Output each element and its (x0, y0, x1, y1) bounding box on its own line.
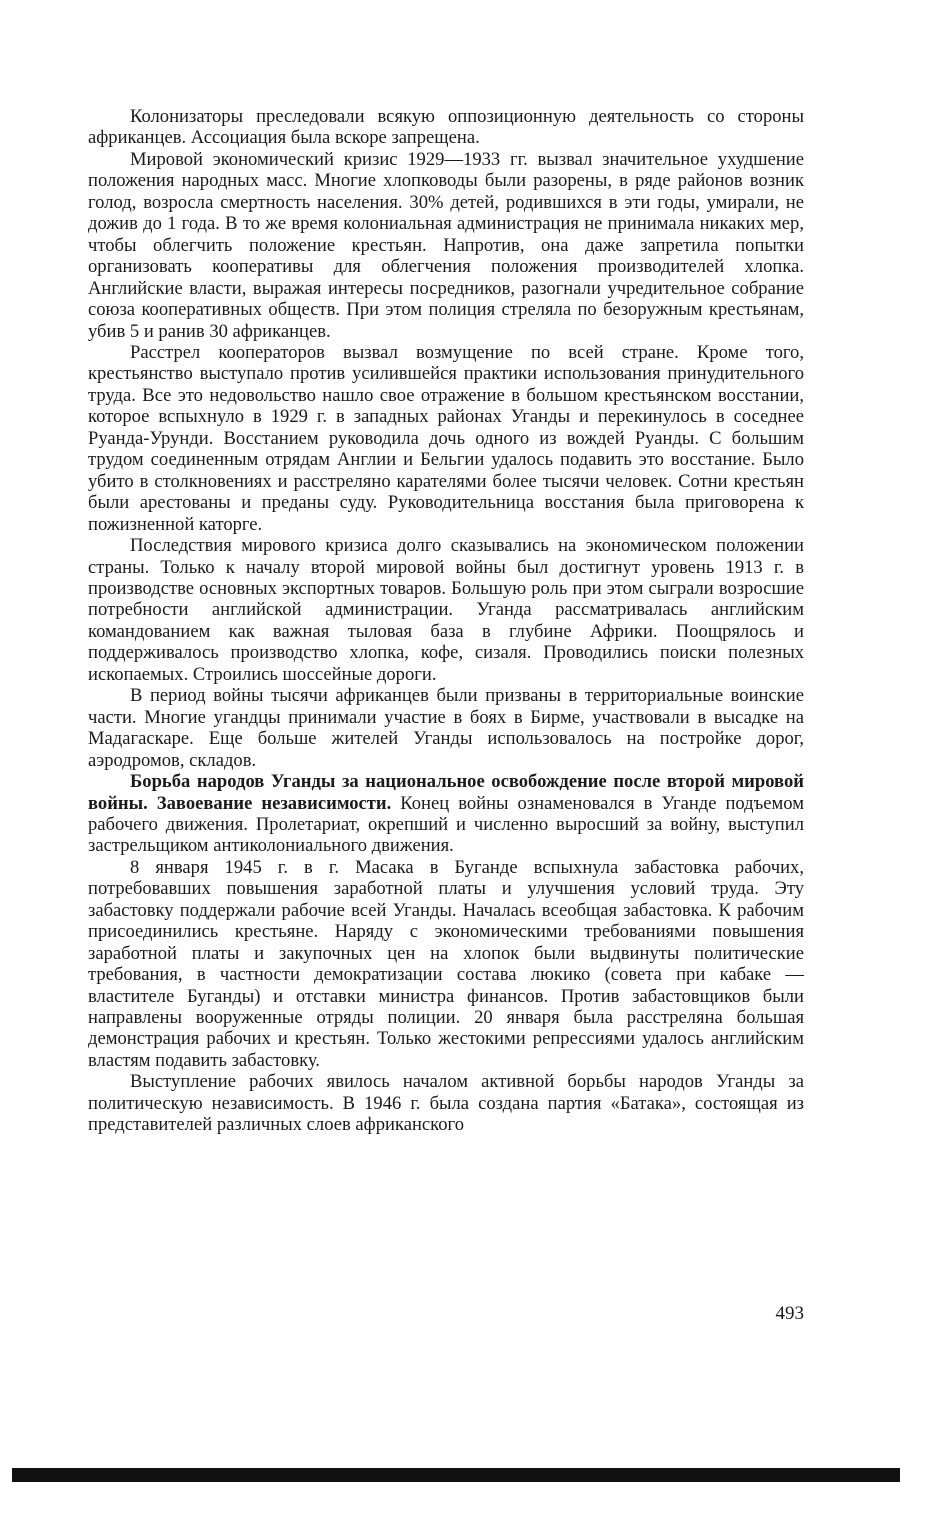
section-heading: Борьба народов Уганды за национальное освобождение после второй мировой войны. Завоевание независимости. (88, 771, 804, 814)
scan-edge-rule (12, 1468, 900, 1482)
paragraph: В период войны тысячи африканцев были призваны в территориальные воинские части. Многие угандцы принимали участие в боях в Бирме, участвовали в высадке на Мадагаскаре. Еще больше жителей Уганды использовалось на постройке дорог, аэродромов, складов. (88, 685, 804, 771)
paragraph: 8 января 1945 г. в г. Масака в Буганде вспыхнула забастовка рабочих, потребовавших повышения заработной платы и улучшения условий труда. Эту забастовку поддержали рабочие всей Уганды. Началась всеобщая забастовка. К рабочим присоединились крестьяне. Наряду с экономическими требованиями повышения заработной платы и закупочных цен на хлопок были выдвинуты политические требования, в частности демократизации состава люкико (совета при кабаке — властителе Буганды) и отставки министра финансов. Против забастовщиков были направлены вооруженные отряды полиции. 20 января была расстреляна большая демонстрация рабочих и крестьян. Только жестокими репрессиями удалось английским властям подавить забастовку. (88, 856, 804, 1071)
paragraph: Колонизаторы преследовали всякую оппозиционную деятельность со стороны африканцев. Ассоциация была вскоре запрещена. (88, 106, 804, 149)
paragraph: Расстрел кооператоров вызвал возмущение по всей стране. Кроме того, крестьянство выступало против усилившейся практики использования принудительного труда. Все это недовольство нашло свое отражение в большом крестьянском восстании, которое вспыхнуло в 1929 г. в западных районах Уганды и перекинулось в соседнее Руанда-Урунди. Восстанием руководила дочь одного из вождей Руанды. С большим трудом соединенным отрядам Англии и Бельгии удалось подавить это восстание. Было убито в столкновениях и расстреляно карателями более тысячи человек. Сотни крестьян были арестованы и преданы суду. Руководительница восстания была приговорена к пожизненной каторге. (88, 341, 804, 535)
paragraph: Мировой экономический кризис 1929—1933 гг. вызвал значительное ухудшение положения народных масс. Многие хлопководы были разорены, в ряде районов возник голод, возросла смертность населения. 30% детей, родившихся в эти годы, умирали, не дожив до 1 года. В то же время колониальная администрация не принимала никаких мер, чтобы облегчить положение крестьян. Напротив, она даже запретила попытки организовать кооперативы для облегчения положения производителей хлопка. Английские власти, выражая интересы посредников, разогнали учредительное собрание союза кооперативных обществ. При этом полиция стреляла по безоружным крестьянам, убив 5 и ранив 30 африканцев. (88, 148, 804, 342)
paragraph: Последствия мирового кризиса долго сказывались на экономическом положении страны. Только к началу второй мировой войны был достигнут уровень 1913 г. в производстве основных экспортных товаров. Большую роль при этом сыграли возросшие потребности английской администрации. Уганда рассматривалась английским командованием как важная тыловая база в глубине Африки. Поощрялось и поддерживалось производство хлопка, кофе, сизаля. Проводились поиски полезных ископаемых. Строились шоссейные дороги. (88, 535, 804, 685)
section-paragraph-text: Конец войны ознаменовался в Уганде подъемом рабочего движения. Пролетариат, окрепший и численно выросший за войну, выступил застрельщиком антиколониального движения. (88, 792, 804, 857)
page-body-text (88, 106, 804, 1136)
section-paragraph (88, 771, 804, 857)
paragraph: Выступление рабочих явилось началом активной борьбы народов Уганды за политическую независимость. В 1946 г. была создана партия «Батака», состоящая из представителей различных слоев африканского (88, 1071, 804, 1136)
page-number: 493 (775, 1303, 804, 1324)
